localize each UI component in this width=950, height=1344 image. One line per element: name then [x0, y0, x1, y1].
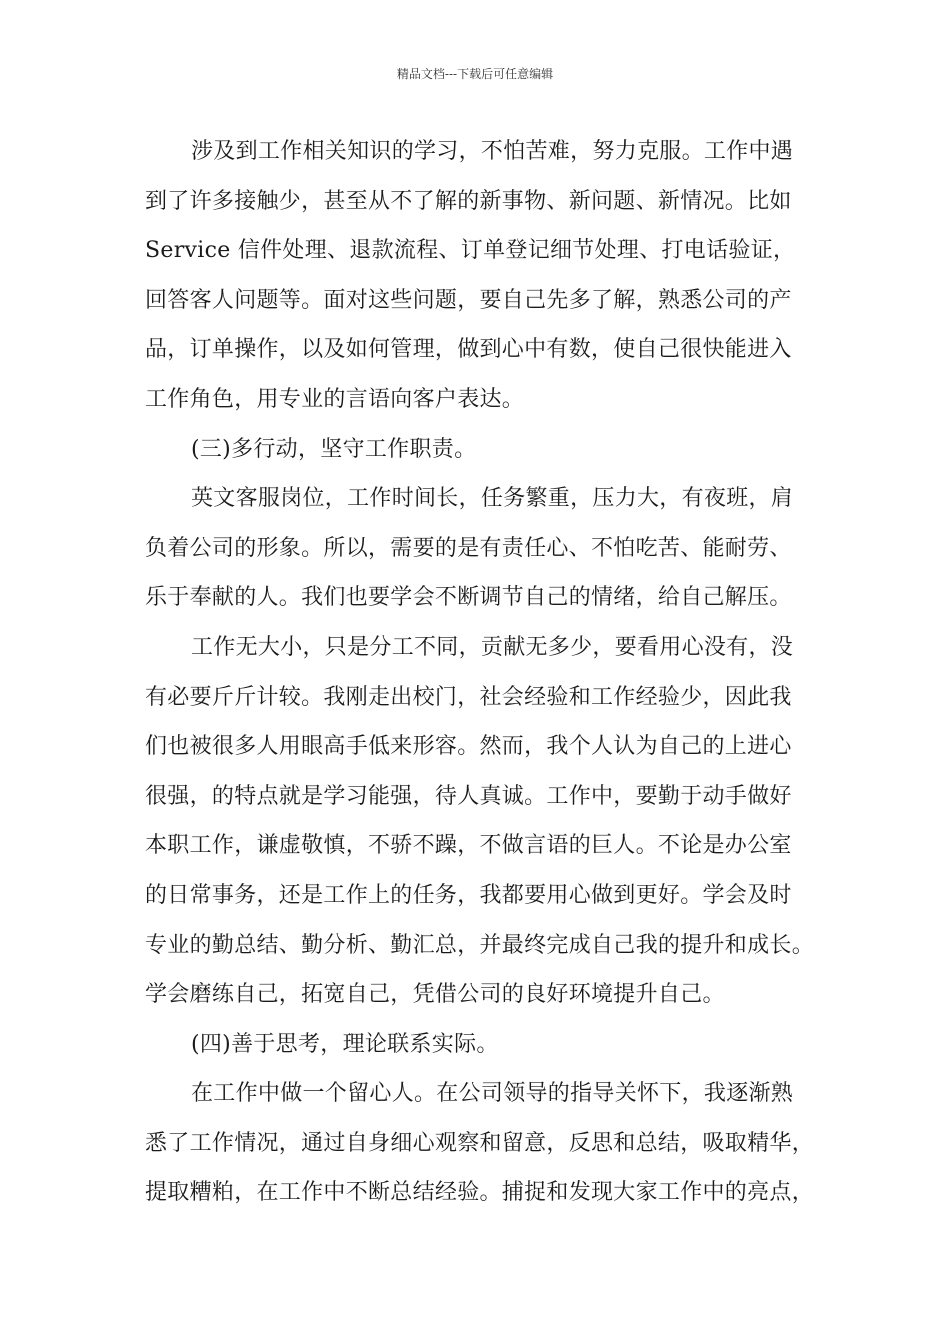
paragraph-line: 的日常事务，还是工作上的任务，我都要用心做到更好。学会及时 [145, 882, 792, 908]
paragraph-line: 工作无大小，只是分工不同，贡献无多少，要看用心没有，没 [191, 634, 794, 660]
paragraph-line: 们也被很多人用眼高手低来形容。然而，我个人认为自己的上进心 [145, 734, 792, 760]
paragraph-line: 悉了工作情况，通过自身细心观察和留意，反思和总结，吸取精华， [145, 1130, 815, 1156]
paragraph-line: 有必要斤斤计较。我刚走出校门，社会经验和工作经验少，因此我 [145, 684, 792, 710]
paragraph-line: 到了许多接触少，甚至从不了解的新事物、新问题、新情况。比如 [145, 188, 792, 214]
paragraph-line: 品，订单操作，以及如何管理，做到心中有数，使自己很快能进入 [145, 337, 792, 363]
paragraph-line: Service 信件处理、退款流程、订单登记细节处理、打电话验证， [145, 238, 796, 264]
paragraph-line: 乐于奉献的人。我们也要学会不断调节自己的情绪，给自己解压。 [145, 585, 792, 611]
paragraph-line: 涉及到工作相关知识的学习，不怕苦难，努力克服。工作中遇 [191, 139, 794, 164]
section-heading: (三)多行动，坚守工作职责。 [191, 436, 477, 462]
paragraph-line: 本职工作，谦虚敬慎，不骄不躁，不做言语的巨人。不论是办公室 [145, 833, 792, 859]
paragraph-line: 很强，的特点就是学习能强，待人真诚。工作中，要勤于动手做好 [145, 783, 792, 809]
paragraph-line: 工作角色，用专业的言语向客户表达。 [145, 386, 525, 412]
paragraph-line: 提取糟粕，在工作中不断总结经验。捕捉和发现大家工作中的亮点， [145, 1180, 815, 1206]
paragraph-line: 学会磨练自己，拓宽自己，凭借公司的良好环境提升自己。 [145, 982, 725, 1008]
paragraph-line: 在工作中做一个留心人。在公司领导的指导关怀下，我逐渐熟 [191, 1081, 794, 1107]
paragraph-line: 专业的勤总结、勤分析、勤汇总，并最终完成自己我的提升和成长。 [145, 932, 815, 958]
section-heading: (四)善于思考，理论联系实际。 [191, 1031, 499, 1057]
paragraph-line: 负着公司的形象。所以，需要的是有责任心、不怕吃苦、能耐劳、 [145, 535, 792, 561]
paragraph-line: 回答客人问题等。面对这些问题，要自己先多了解，熟悉公司的产 [145, 287, 792, 313]
paragraph-line: 英文客服岗位，工作时间长，任务繁重，压力大，有夜班，肩 [191, 486, 794, 512]
page-header: 精品文档---下载后可任意编辑 [396, 67, 554, 81]
body-text [145, 130, 820, 1221]
